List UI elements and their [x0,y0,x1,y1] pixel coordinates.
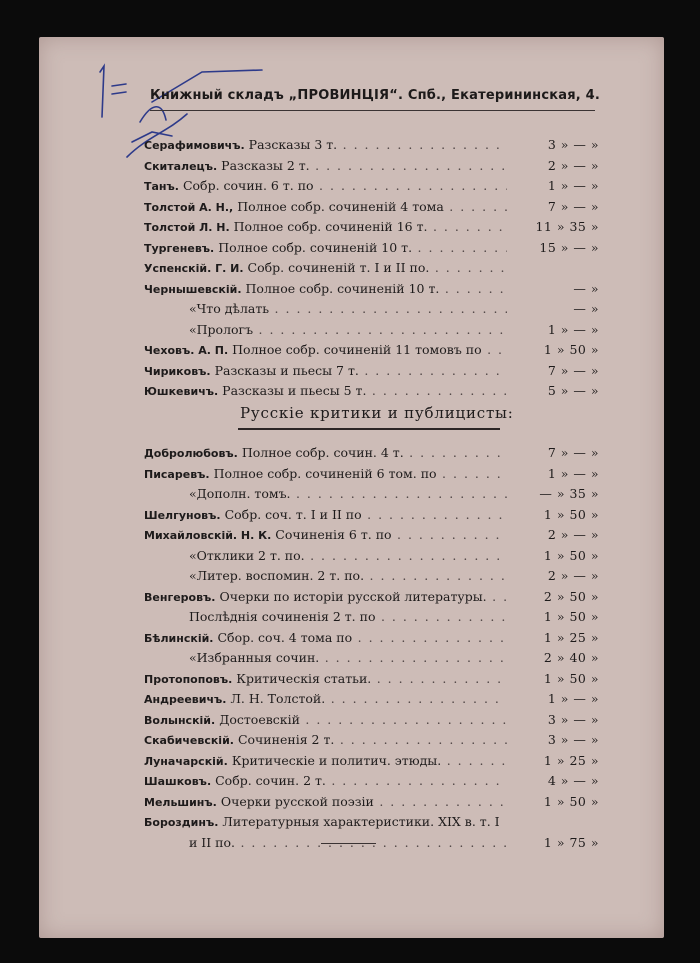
entry-title [144,238,507,260]
entry-title [144,812,507,834]
entry-title [189,484,507,505]
list-item [144,320,599,341]
entry-title [189,648,507,669]
entry-price: 7 » — » [547,445,599,460]
entry-price: 1 » 75 » [543,834,599,850]
author-name: Добролюбовъ. [144,447,238,460]
entry-title [189,566,507,587]
list-item [144,443,599,464]
entry-description: Собр. сочин. 2 т. [215,773,326,788]
list-item [144,566,599,587]
entry-description: Собр. сочин. 6 т. по [182,178,314,193]
author-name: Писаревъ. [144,467,210,481]
list-item [144,381,599,402]
entry-title [144,135,507,157]
entry-description: Полное собр. сочиненій 16 т. [233,219,428,234]
entry-price: 1 » 25 » [543,752,599,768]
entry-title [144,156,507,178]
list-item [144,279,599,300]
entry-description: Разсказы и пьесы 5 т. [222,383,367,398]
header-divider [150,110,595,111]
entry-description: Критическіе и политич. этюды. [231,752,442,768]
entry-title [144,525,507,547]
entry-price: 1 » 50 » [543,342,599,357]
author-name: Мельшинъ. [144,795,217,809]
entry-description: Л. Н. Толстой. [230,691,326,706]
entry-title [189,299,507,320]
entry-price: 2 » 50 » [543,588,599,604]
entry-description: Достоевскій [219,711,300,727]
author-name: Михайловскій. Н. К. [144,529,272,542]
entry-description: Разсказы 2 т. [221,157,310,173]
author-name: Волынскій. [144,713,216,727]
list-item [144,730,599,751]
entry-title [144,730,507,752]
entry-price: 7 » — » [547,198,599,214]
list-item [144,546,599,567]
entry-price: 2 » 40 » [543,650,599,665]
list-item [144,792,599,813]
list-item [144,156,599,177]
entry-price: 1 » 50 » [543,793,599,809]
entry-price: 1 » 50 » [543,609,599,624]
author-name: Толстой Л. Н. [144,221,230,234]
list-item [144,299,599,320]
list-item [144,505,599,526]
entry-description: Сочиненія 6 т. по [275,527,392,542]
entry-price: 11 » 35 » [535,219,599,234]
entry-price: — » [573,280,599,296]
list-item [144,648,599,669]
entry-price: 3 » — » [547,137,599,152]
entry-price: 1 » 25 » [543,629,599,645]
list-item [144,176,599,197]
entry-title [144,669,507,691]
entry-title [144,751,507,773]
entry-description: Разсказы и пьесы 7 т. [214,362,359,378]
author-name: Чириковъ. [144,364,211,378]
entry-price: — » 35 » [539,486,599,501]
entry-description: «Прологъ [189,321,254,337]
entry-price: 1 » 50 » [543,547,599,563]
entry-title [144,340,507,362]
author-name: Бѣлинскій. [144,631,214,645]
entry-title [144,197,507,219]
entry-title [144,587,507,609]
list-item [144,628,599,649]
list-item [144,689,599,710]
author-name: Танъ. [144,180,179,193]
entry-description: «Что дѣлать [189,301,270,316]
entry-price: 1 » — » [547,321,599,337]
entry-description: Полное собр. сочиненій 6 том. по [213,465,437,481]
entry-price: 5 » — » [547,383,599,398]
author-name: Скиталецъ. [144,159,218,173]
list-item [144,812,599,833]
entry-description: Очерки по исторіи русской литературы. [219,588,487,604]
entry-description: и II по. [189,834,235,850]
end-divider [321,843,376,844]
author-name: Луначарскій. [144,754,228,768]
author-name: Чернышевскій. [144,282,242,296]
entry-description: Литературныя характеристики. XIX в. т. I [222,814,500,829]
entry-title [144,464,507,486]
entry-title [144,279,507,301]
entry-price: 15 » — » [539,239,599,255]
entry-price: 3 » — » [547,732,599,747]
entry-description: «Избранныя сочин. [189,650,320,665]
entry-title [144,792,507,814]
entry-price: 1 » — » [547,465,599,481]
list-item [144,484,599,505]
entry-price: 2 » — » [547,568,599,583]
author-name: Бороздинъ. [144,816,219,829]
entry-title [144,176,507,198]
entry-price: 2 » — » [547,157,599,173]
list-item [144,751,599,772]
entry-title [144,361,507,383]
author-name: Успенскій. Г. И. [144,262,244,275]
entry-price: 1 » — » [547,691,599,706]
author-name: Тургеневъ. [144,241,215,255]
list-item [144,525,599,546]
entry-description: Послѣднія сочиненія 2 т. по [189,609,376,624]
entry-description: Очерки русской поэзіи [220,793,374,809]
entry-description: «Отклики 2 т. по. [189,547,305,563]
list-item [144,217,599,238]
entry-price: 7 » — » [547,362,599,378]
section-divider [238,428,500,430]
list-item [144,258,599,279]
entry-price: — » [573,301,599,316]
entry-title [144,771,507,793]
entry-description: Собр. сочиненій т. I и II по. [247,260,430,275]
entry-description: Полное собр. сочин. 4 т. [241,445,404,460]
entry-price: 1 » 50 » [543,670,599,686]
entry-title [144,381,507,403]
list-item [144,197,599,218]
entry-price: 4 » — » [547,773,599,788]
author-name: Толстой А. Н., [144,200,234,214]
list-item [144,361,599,382]
entry-description: Сочиненія 2 т. [237,732,335,747]
entry-description: Полное собр. сочиненій 10 т. [218,239,413,255]
entry-price: 1 » — » [547,178,599,193]
list-item [144,710,599,731]
entry-title [189,320,507,341]
list-item [144,340,599,361]
author-name: Чеховъ. А. П. [144,344,229,357]
entry-description: Собр. соч. т. I и II по [224,506,362,522]
book-list-fiction [144,135,599,402]
entry-description: Полное собр. сочиненій 11 томовъ по [232,342,482,357]
page-header: Книжный складъ „ПРОВИНЦІЯ“. Спб., Екатерининская, 4. [150,88,601,103]
entry-title [144,689,507,711]
entry-description: Полное собр. сочиненій 10 т. [245,280,440,296]
entry-description: Сбор. соч. 4 тома по [217,629,353,645]
entry-title [144,443,507,465]
author-name: Серафимовичъ. [144,139,245,152]
entry-title [189,546,507,567]
entry-title [144,505,507,527]
entry-description: «Дополн. томъ. [189,486,291,501]
entry-description: Полное собр. сочиненій 4 тома [237,198,444,214]
author-name: Скабичевскій. [144,734,234,747]
entry-price: 1 » 50 » [543,506,599,522]
author-name: Венгеровъ. [144,590,216,604]
entry-title [144,258,507,280]
entry-title [189,607,507,628]
list-item [144,669,599,690]
list-item [144,607,599,628]
entry-description: Критическія статьи. [236,670,372,686]
entry-description: Разсказы 3 т. [248,137,338,152]
entry-title [144,710,507,732]
list-item [144,587,599,608]
list-item [144,464,599,485]
author-name: Шелгуновъ. [144,508,221,522]
entry-title [144,628,507,650]
entry-price: 3 » — » [547,711,599,727]
entry-title [144,217,507,239]
list-item [144,771,599,792]
entry-description: «Литер. воспомин. 2 т. по. [189,568,365,583]
section-title: Русскіе критики и публицисты: [240,404,514,422]
list-item [144,135,599,156]
entry-price: 2 » — » [547,527,599,542]
author-name: Протопоповъ. [144,672,233,686]
author-name: Юшкевичъ. [144,385,219,398]
book-list-critics [144,443,599,853]
list-item [144,238,599,259]
author-name: Шашковъ. [144,775,212,788]
author-name: Андреевичъ. [144,693,227,706]
